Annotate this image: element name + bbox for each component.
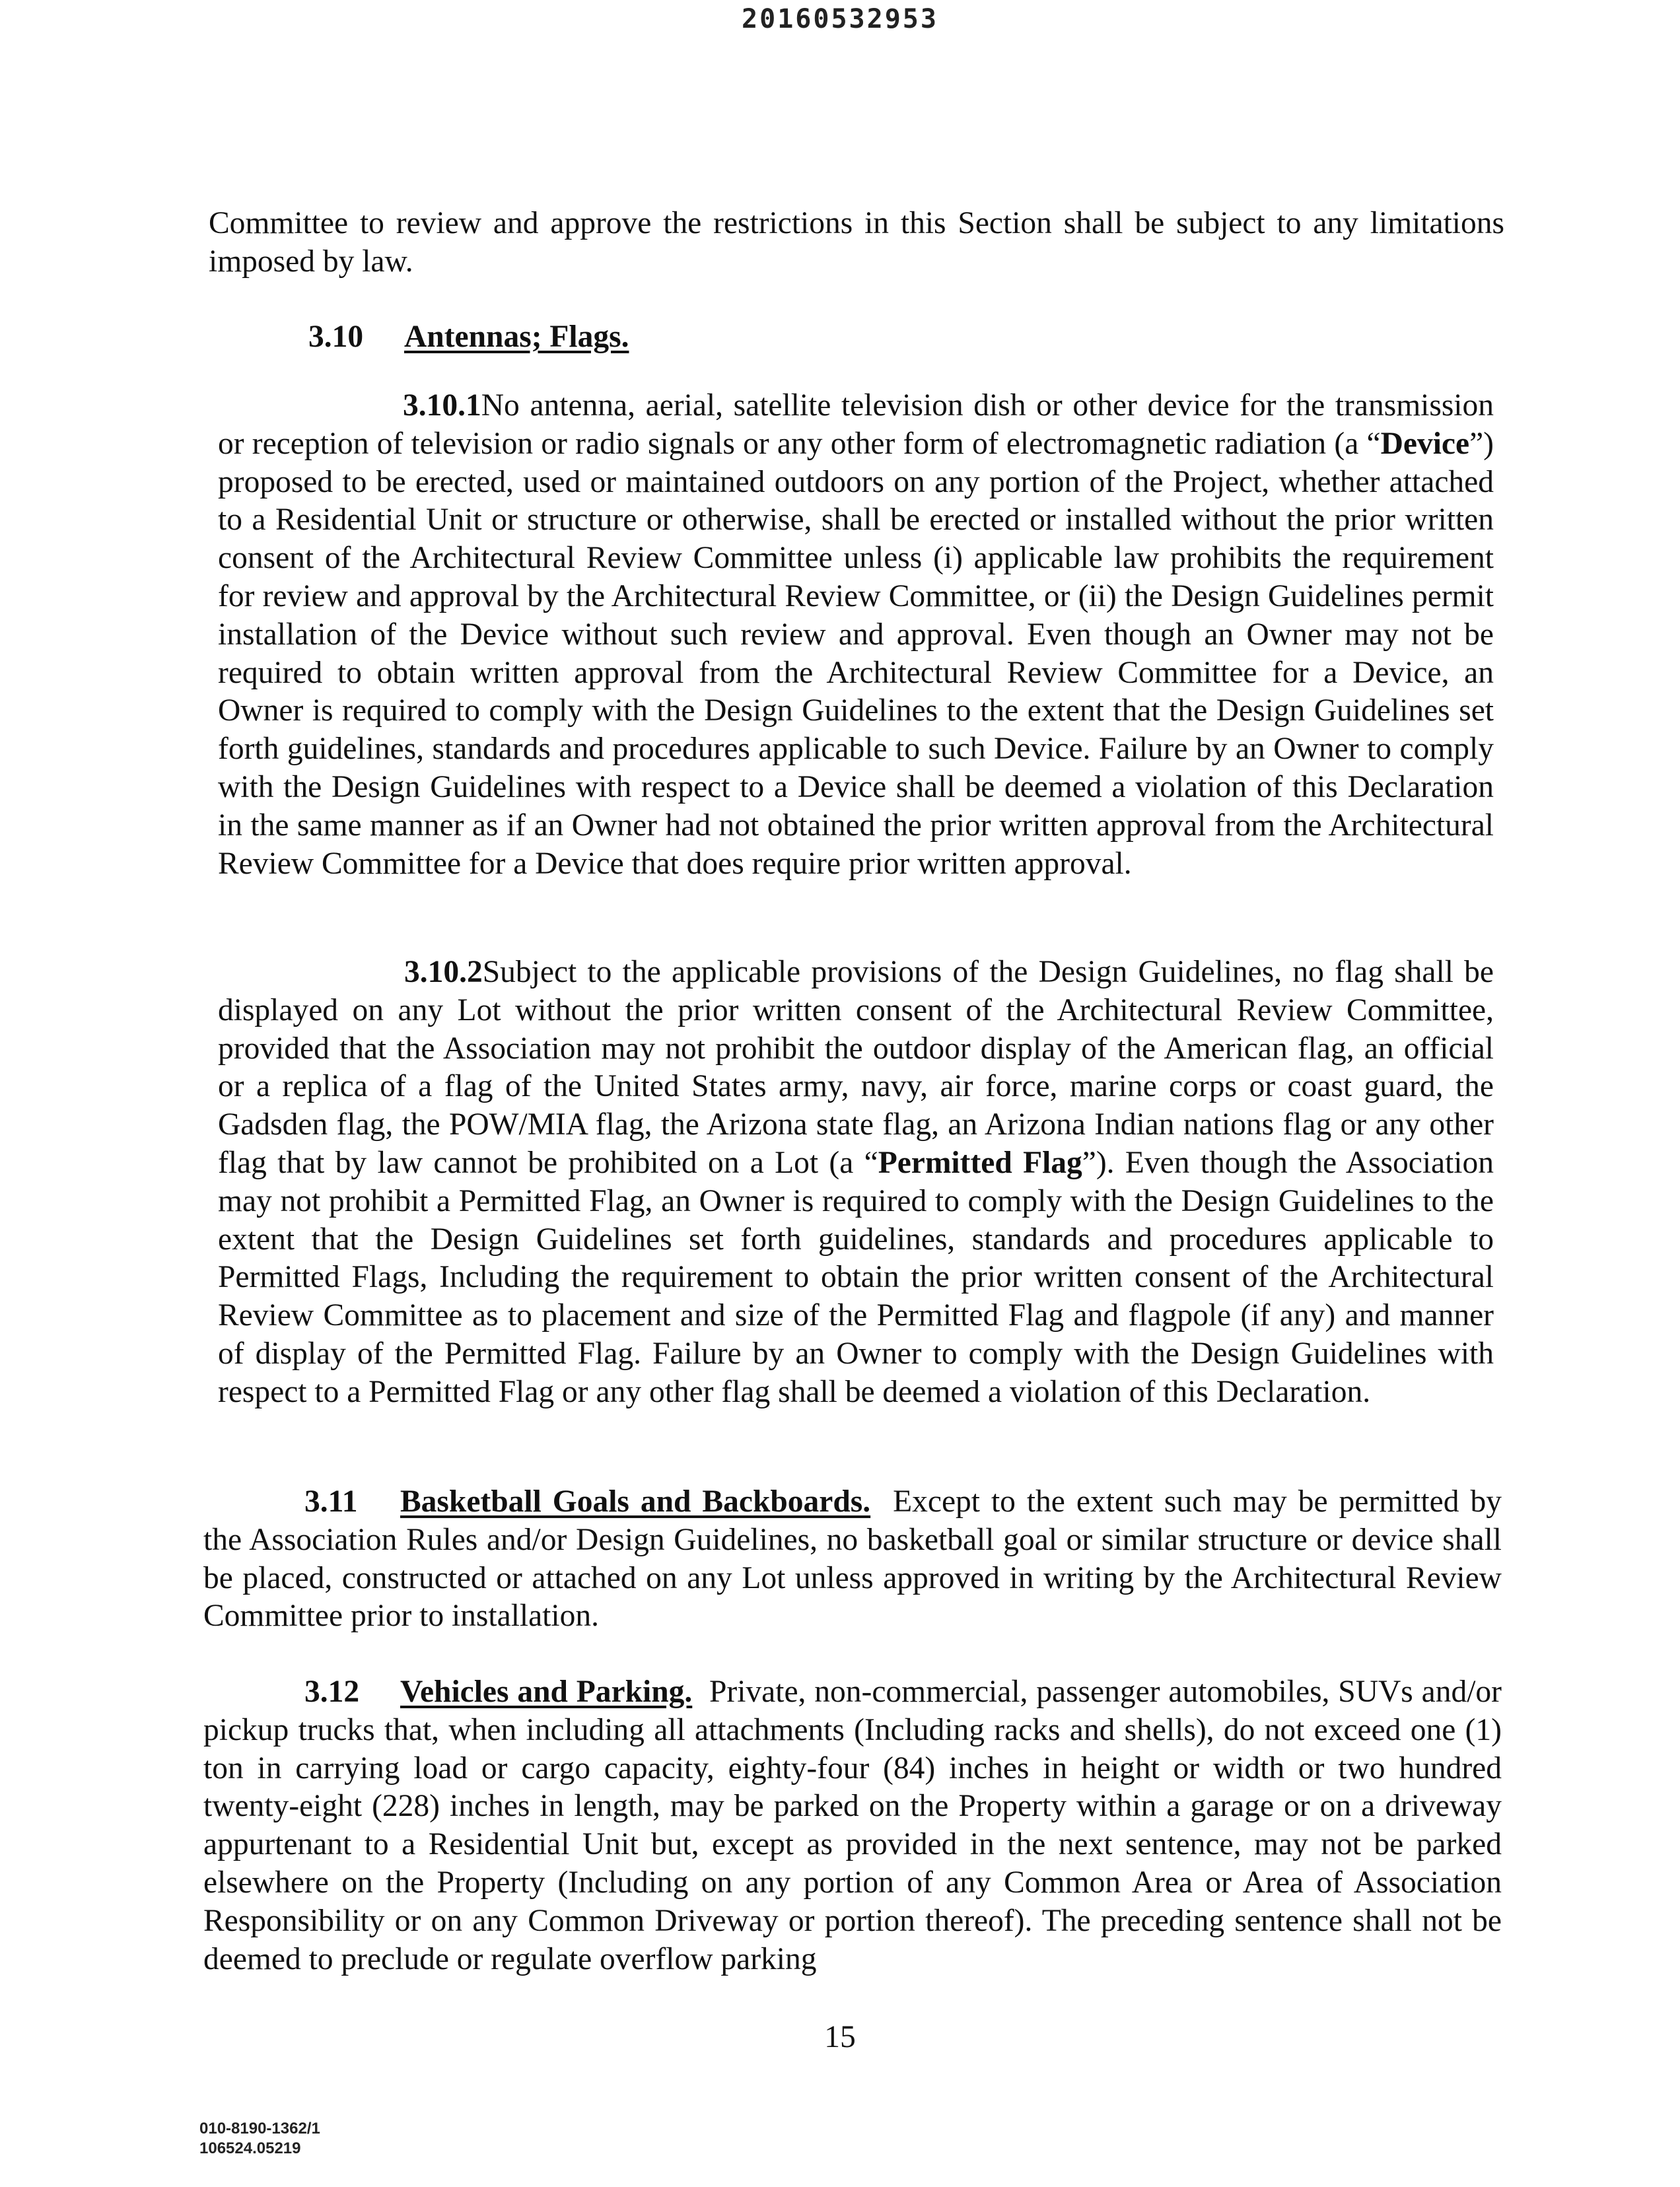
section-title: Vehicles and Parking. [400, 1675, 693, 1709]
section-3-11-paragraph [203, 1483, 1502, 1636]
paragraph-text: Private, non-commercial, passenger automobiles, SUVs and/or pickup trucks that, when including all attachments (Including racks and shells), do not exceed one (1) ton in carrying load or cargo capacity, eighty-four (84) inches in height or width or two hundred twenty-eight (228) inches in length, may be parked on the Property within a garage or on a driveway appurtenant to a Residential Unit but, except as provided in the next sentence, may not be parked elsewhere on the Property (Including on any portion of any Common Area or Area of Association Responsibility or on any Common Driveway or portion thereof). The preceding sentence shall not be deemed to preclude or regulate overflow parking [203, 1675, 1502, 1976]
subsection-number: 3.10.1 [403, 388, 481, 423]
footer-code-line-1: 010-8190-1362/1 [199, 2120, 320, 2137]
paragraph-text: ”) proposed to be erected, used or maintained outdoors on any portion of the Project, whether attached to a Residential Unit or structure or otherwise, shall be erected or installed without the prior written consent of the Architectural Review Committee unless (i) applicable law prohibits the requirement for review and approval by the Architectural Review Committee, or (ii) the Design Guidelines permit installation of the Device without such review and approval. Even though an Owner may not be required to obtain written approval from the Architectural Review Committee for a Device, an Owner is required to comply with the Design Guidelines to the extent that the Design Guidelines set forth guidelines, standards and procedures applicable to such Device. Failure by an Owner to comply with the Design Guidelines with respect to a Device shall be deemed a violation of this Declaration in the same manner as if an Owner had not obtained the prior written approval from the Architectural Review Committee for a Device that does require prior written approval. [218, 426, 1494, 881]
section-number: 3.12 [304, 1675, 360, 1709]
section-3-10-1-paragraph [218, 387, 1494, 883]
intro-paragraph: Committee to review and approve the restrictions in this Section shall be subject to any limitations imposed by law. [209, 206, 1504, 279]
paragraph-text: ”). Even though the Association may not prohibit a Permitted Flag, an Owner is required to comply with the Design Guidelines to the extent that the Design Guidelines set forth guidelines, standards and procedures applicable to Permitted Flags, Including the requirement to obtain the prior written consent of the Architectural Review Committee as to placement and size of the Permitted Flag and flagpole (if any) and manner of display of the Permitted Flag. Failure by an Owner to comply with the Design Guidelines with respect to a Permitted Flag or any other flag shall be deemed a violation of this Declaration. [218, 1145, 1494, 1409]
footer-code-line-2: 106524.05219 [199, 2139, 301, 2157]
section-title: Antennas; Flags. [404, 320, 629, 354]
section-3-12-paragraph [203, 1673, 1502, 1978]
paragraph-text: No antenna, aerial, satellite television dish or other device for the transmission or reception of television or radio signals or any other form of electromagnetic radiation (a “ [218, 388, 1494, 461]
page-number: 15 [824, 2020, 856, 2054]
paragraph-text: Subject to the applicable provisions of the Design Guidelines, no flag shall be displayed on any Lot without the prior written consent of the Architectural Review Committee, provided that the Association may not prohibit the outdoor display of the American flag, an official or a replica of a flag of the United States army, navy, air force, marine corps or coast guard, the Gadsden flag, the POW/MIA flag, the Arizona state flag, an Arizona Indian nations flag or any other flag that by law cannot be prohibited on a Lot (a “ [218, 955, 1494, 1180]
section-3-10-heading [308, 319, 629, 355]
paragraph-text: Except to the extent such may be permitted by the Association Rules and/or Design Guidelines, no basketball goal or similar structure or device shall be placed, constructed or attached on any Lot unless approved in writing by the Architectural Review Committee prior to installation. [203, 1484, 1502, 1634]
subsection-number: 3.10.2 [404, 955, 483, 989]
defined-term: Permitted Flag [878, 1145, 1082, 1180]
section-number: 3.11 [304, 1484, 358, 1519]
section-3-10-2-paragraph [218, 954, 1494, 1412]
section-title: Basketball Goals and Backboards. [400, 1484, 871, 1519]
defined-term: Device [1380, 426, 1470, 461]
document-number: 20160532953 [742, 4, 938, 34]
section-number: 3.10 [308, 320, 364, 354]
